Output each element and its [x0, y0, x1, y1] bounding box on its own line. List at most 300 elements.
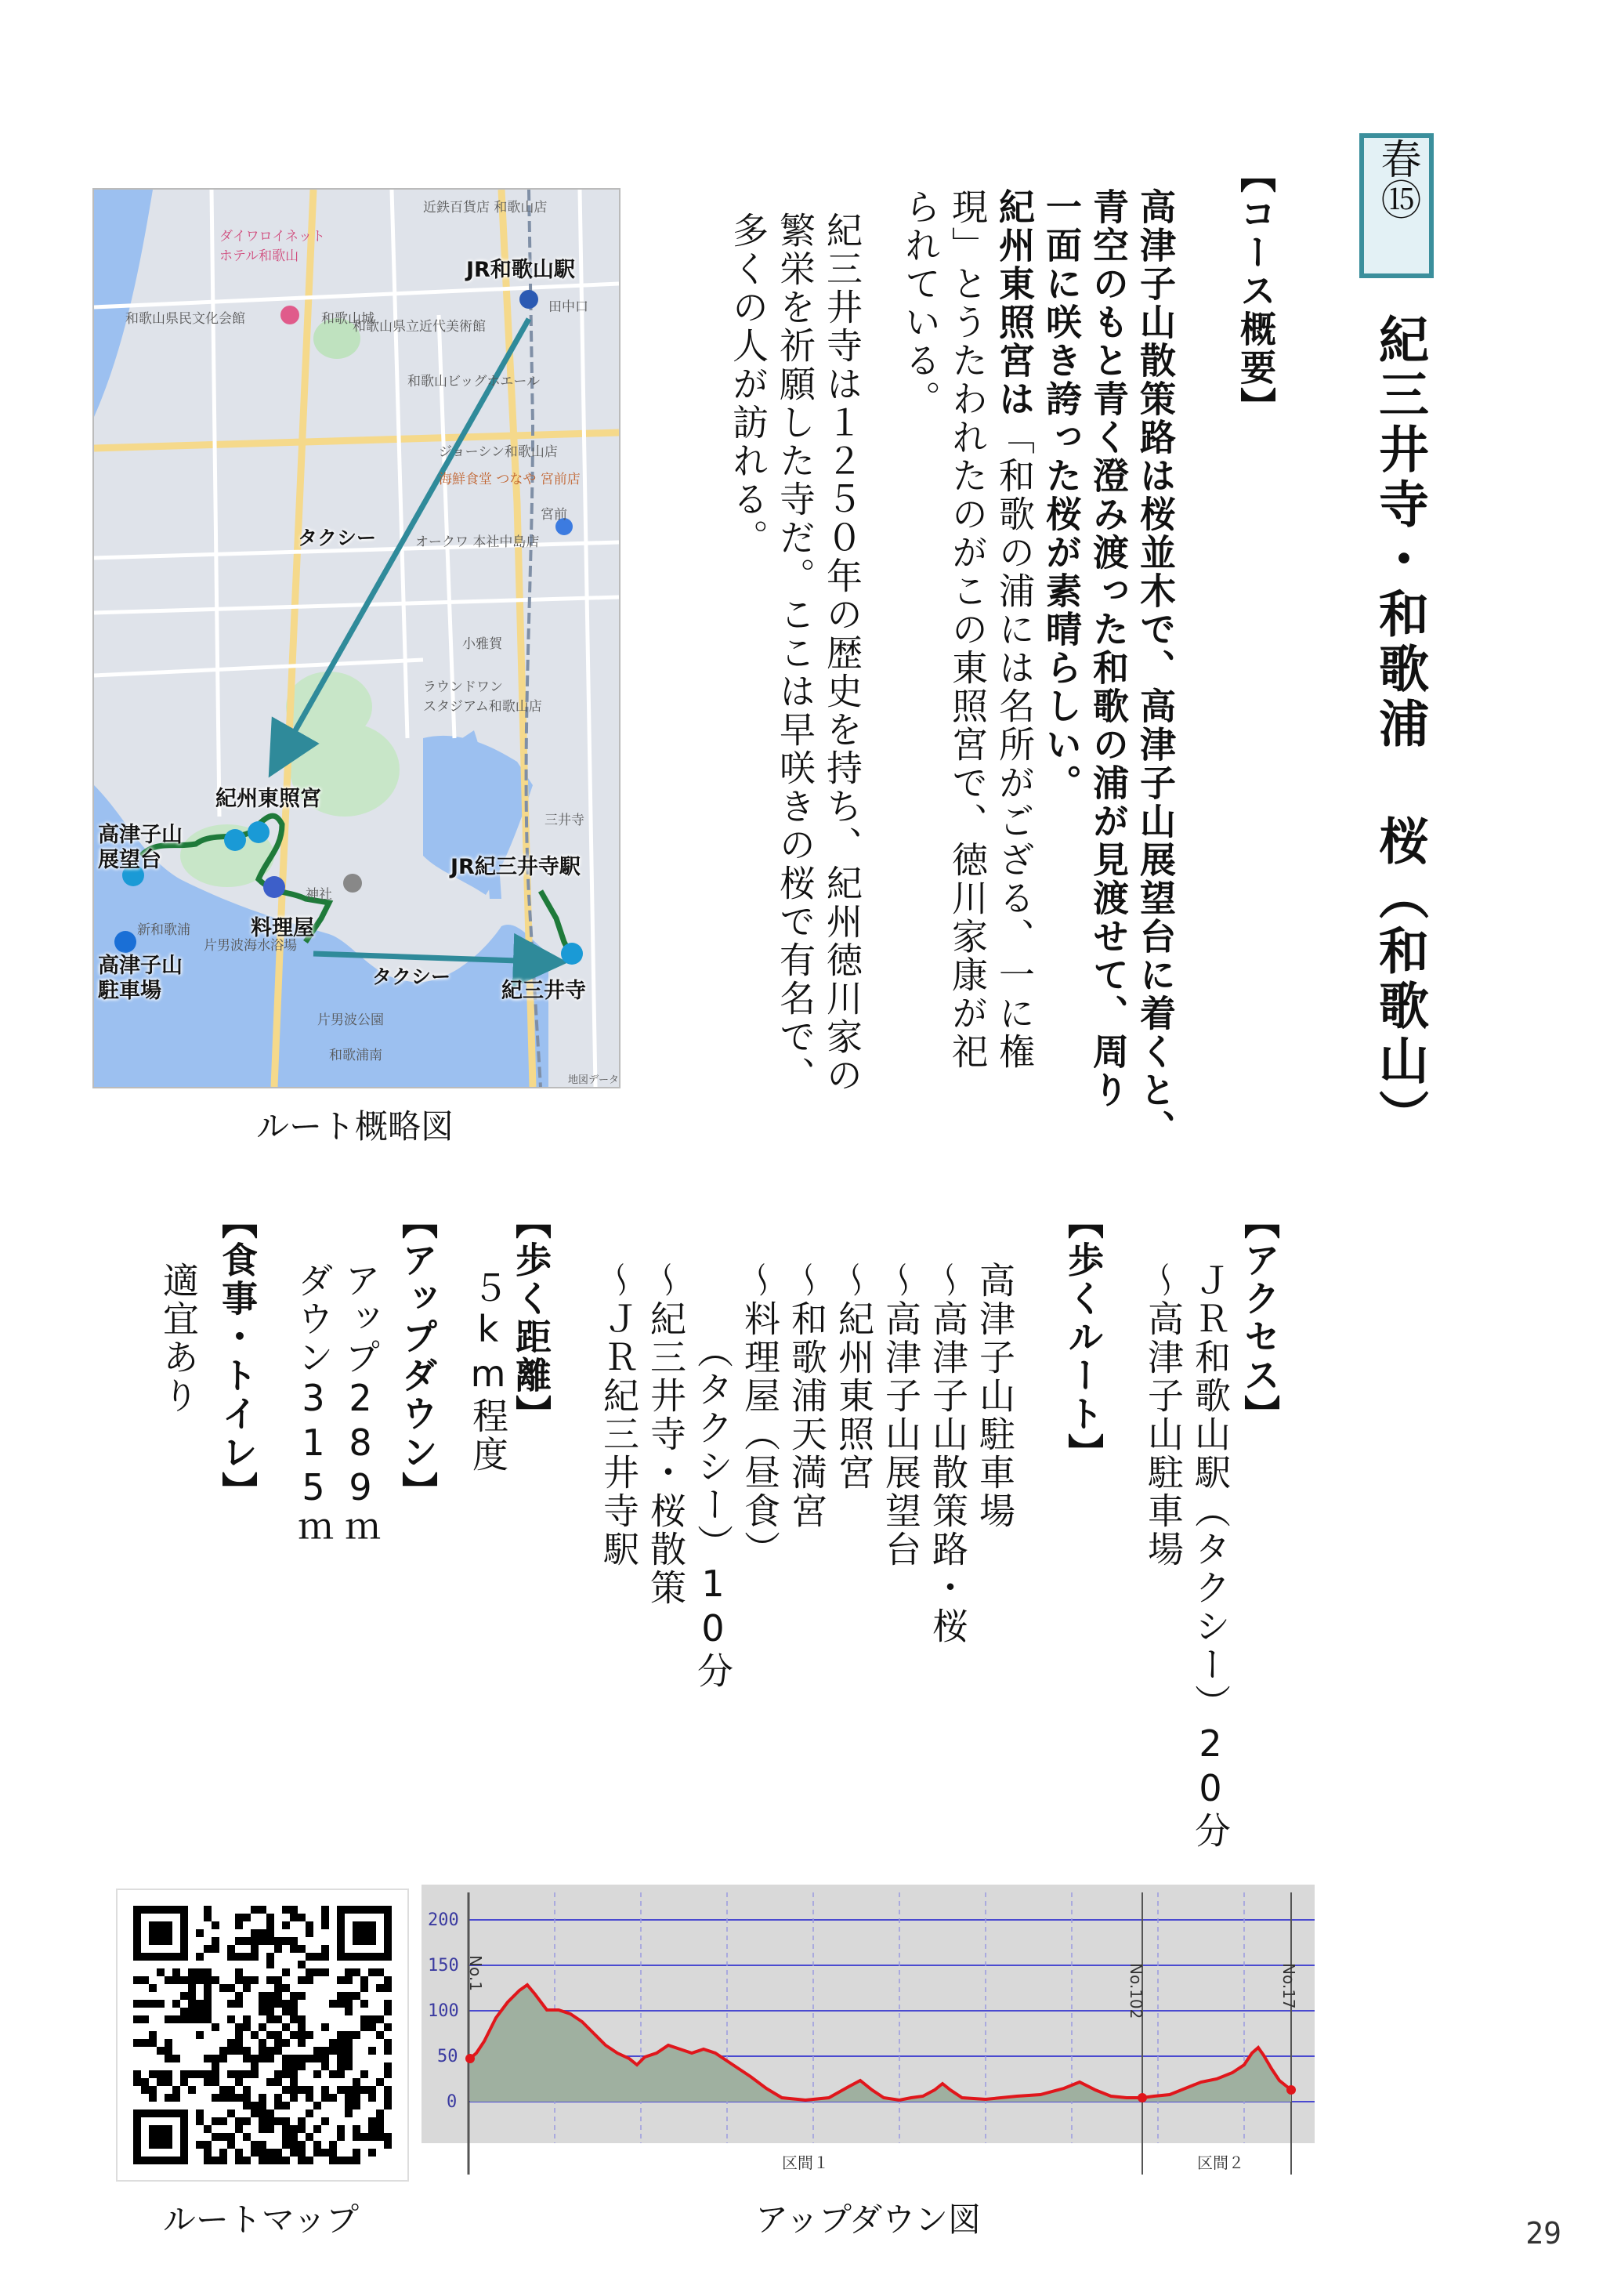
- map-hotel-marker: [280, 306, 299, 324]
- y-tick-label: 100: [428, 2001, 459, 2021]
- qr-module: [235, 2125, 243, 2133]
- overview-line: 紀三井寺は１２５０年の歴史を持ち、紀州徳川家の: [821, 212, 863, 1095]
- qr-module: [306, 2086, 313, 2094]
- qr-module: [376, 2133, 384, 2141]
- qr-module: [235, 1921, 243, 1929]
- qr-module: [133, 2000, 141, 2008]
- qr-module: [282, 1921, 290, 1929]
- qr-module: [180, 2008, 188, 2015]
- map-credit: 地図データ: [568, 1074, 620, 1086]
- qr-module: [149, 2086, 157, 2094]
- qr-module: [188, 2008, 196, 2015]
- qr-module: [368, 2117, 376, 2125]
- qr-module: [235, 2078, 243, 2086]
- route-line: ～高津子山散策路・桜: [927, 1262, 969, 1646]
- qr-module: [353, 2125, 360, 2133]
- qr-module: [196, 2070, 204, 2078]
- qr-module: [274, 1945, 282, 1953]
- qr-module: [306, 1953, 313, 1961]
- qr-module: [204, 1906, 212, 1914]
- qr-module: [243, 1953, 251, 1961]
- updown-up: アップ289ｍ: [339, 1262, 382, 1549]
- qr-module: [290, 2008, 298, 2015]
- qr-module: [384, 2062, 392, 2070]
- qr-module: [251, 1976, 259, 1984]
- qr-module: [290, 2062, 298, 2070]
- qr-module: [306, 1976, 313, 1984]
- qr-module: [266, 2109, 274, 2117]
- qr-module: [298, 2015, 306, 2023]
- qr-module: [165, 2094, 172, 2102]
- qr-module: [345, 2157, 353, 2164]
- route-line: ～紀州東照宮: [833, 1262, 875, 1492]
- qr-module: [290, 1937, 298, 1945]
- qr-module: [133, 1976, 141, 1984]
- qr-module: [180, 2078, 188, 2086]
- qr-module: [243, 2117, 251, 2125]
- qr-module: [290, 2078, 298, 2086]
- qr-module: [196, 2141, 204, 2149]
- qr-module: [345, 2031, 353, 2039]
- y-tick-label: 50: [437, 2047, 458, 2066]
- qr-module: [360, 1984, 368, 1992]
- qr-module: [243, 2055, 251, 2062]
- qr-module: [290, 2000, 298, 2008]
- qr-module: [306, 1929, 313, 1937]
- qr-module: [384, 2000, 392, 2008]
- qr-module: [368, 2015, 376, 2023]
- qr-module: [376, 2031, 384, 2039]
- qr-module: [353, 2149, 360, 2157]
- map-label-taxi-2: タクシー: [372, 965, 451, 988]
- qr-module: [196, 2117, 204, 2125]
- qr-module: [259, 2094, 266, 2102]
- route-line: ～和歌浦天満宮: [786, 1262, 828, 1530]
- qr-module: [212, 1921, 219, 1929]
- qr-module: [376, 2117, 384, 2125]
- qr-module: [188, 2086, 196, 2094]
- page-number: 29: [1525, 2216, 1561, 2251]
- qr-module: [180, 2015, 188, 2023]
- qr-module: [251, 2031, 259, 2039]
- qr-module: [180, 2070, 188, 2078]
- qr-module: [212, 2094, 219, 2102]
- qr-module: [337, 2000, 345, 2008]
- map-shrine-grey-marker: [343, 874, 362, 893]
- qr-module: [384, 2141, 392, 2149]
- qr-module: [259, 2117, 266, 2125]
- qr-module: [321, 2047, 329, 2055]
- qr-module: [251, 1929, 259, 1937]
- qr-module: [251, 2109, 259, 2117]
- qr-module: [219, 2086, 227, 2094]
- qr-module: [329, 2157, 337, 2164]
- qr-module: [165, 2039, 172, 2047]
- map-shrine-marker: [248, 821, 270, 843]
- qr-module: [227, 1945, 235, 1953]
- overview-paragraph-1: [1038, 188, 1179, 1148]
- map-label-jr-wakayama: JR和歌山駅: [466, 258, 575, 282]
- qr-module: [313, 2047, 321, 2055]
- access-heading: 【アクセス】: [1239, 1203, 1281, 1433]
- qr-module: [196, 1976, 204, 1984]
- qr-module: [204, 1914, 212, 1921]
- qr-module: [259, 2149, 266, 2157]
- meal-value: 適宜あり: [157, 1262, 200, 1415]
- qr-module: [165, 2070, 172, 2078]
- qr-module: [274, 1937, 282, 1945]
- map-park-area: [286, 672, 372, 742]
- qr-module: [196, 1953, 204, 1961]
- qr-module: [282, 2055, 290, 2062]
- qr-module: [212, 2023, 219, 2031]
- walk-route-heading: 【歩くルート】: [1062, 1203, 1105, 1472]
- qr-module: [266, 1953, 274, 1961]
- qr-module: [133, 2070, 141, 2078]
- qr-module: [282, 1937, 290, 1945]
- qr-module: [282, 2008, 290, 2015]
- qr-module: [196, 1929, 204, 1937]
- qr-module: [298, 2039, 306, 2047]
- qr-module: [298, 2086, 306, 2094]
- qr-module: [274, 1976, 282, 1984]
- qr-module: [259, 2125, 266, 2133]
- qr-module: [282, 1984, 290, 1992]
- qr-module: [274, 1984, 282, 1992]
- qr-module: [212, 2055, 219, 2062]
- qr-module: [180, 1976, 188, 1984]
- qr-module: [353, 1921, 376, 1945]
- route-line: ～ＪＲ紀三井寺駅: [598, 1262, 640, 1569]
- qr-module: [345, 2008, 353, 2015]
- qr-module: [219, 2055, 227, 2062]
- qr-module: [384, 2133, 392, 2141]
- qr-module: [321, 2023, 329, 2031]
- map-label-kimiidera: 紀三井寺: [501, 979, 586, 1003]
- qr-module: [227, 2094, 235, 2102]
- qr-module: [235, 2070, 243, 2078]
- map-restaurant-marker: [263, 876, 285, 898]
- qr-module: [165, 2047, 172, 2055]
- route-line: （タクシー）10分: [692, 1332, 734, 1690]
- qr-module: [227, 1984, 235, 1992]
- qr-module: [235, 2000, 243, 2008]
- qr-module: [212, 2062, 219, 2070]
- qr-module: [306, 1968, 313, 1976]
- qr-module: [149, 1921, 172, 1945]
- qr-module: [313, 1953, 321, 1961]
- qr-module: [321, 2062, 329, 2070]
- qr-module: [353, 2078, 360, 2086]
- qr-module: [345, 2102, 353, 2109]
- qr-module: [212, 1937, 219, 1945]
- qr-module: [204, 2149, 212, 2157]
- qr-module: [251, 2141, 259, 2149]
- profile-marker-label: No.17: [1279, 1963, 1298, 2009]
- access-line: ～高津子山駐車場: [1142, 1262, 1185, 1569]
- qr-module: [384, 2102, 392, 2109]
- qr-module: [337, 2070, 345, 2078]
- qr-module: [345, 2039, 353, 2047]
- qr-module: [235, 2023, 243, 2031]
- qr-pattern: [118, 1890, 407, 2180]
- qr-module: [172, 2055, 180, 2062]
- qr-module: [157, 2078, 165, 2086]
- qr-caption: ルートマップ: [162, 2200, 360, 2239]
- y-tick-label: 200: [428, 1910, 459, 1930]
- qr-module: [376, 2125, 384, 2133]
- qr-module: [298, 2117, 306, 2125]
- qr-module: [243, 2015, 251, 2023]
- qr-module: [266, 2125, 274, 2133]
- qr-module: [266, 2055, 274, 2062]
- map-label-jr-kimiidera: JR紀三井寺駅: [450, 855, 581, 879]
- profile-section-bar: [421, 2143, 1315, 2175]
- qr-module: [149, 2094, 157, 2102]
- qr-module: [306, 2109, 313, 2117]
- qr-module: [188, 1968, 196, 1976]
- season-badge: [1359, 133, 1434, 278]
- qr-module: [313, 2070, 321, 2078]
- map-small-kintetsu: 近鉄百貨店 和歌山店: [423, 200, 548, 215]
- qr-module: [290, 2031, 298, 2039]
- qr-module: [290, 2141, 298, 2149]
- qr-module: [243, 1914, 251, 1921]
- qr-module: [368, 2086, 376, 2094]
- qr-module: [196, 2015, 204, 2023]
- qr-module: [290, 2086, 298, 2094]
- qr-module: [282, 2086, 290, 2094]
- qr-module: [376, 1968, 384, 1976]
- qr-module: [353, 2031, 360, 2039]
- map-small-tsunaya: 海鮮食堂 つなや 宮前店: [439, 472, 581, 487]
- page-title: 紀三井寺・和歌浦 桜（和歌山）: [1370, 313, 1428, 1144]
- qr-module: [298, 2125, 306, 2133]
- qr-module: [227, 2000, 235, 2008]
- qr-module: [298, 1976, 306, 1984]
- qr-module: [219, 2047, 227, 2055]
- qr-module: [329, 2047, 337, 2055]
- qr-module: [204, 1984, 212, 1992]
- qr-module: [384, 2023, 392, 2031]
- qr-module: [274, 2102, 282, 2109]
- qr-module: [353, 2102, 360, 2109]
- profile-marker-dot: [1138, 2093, 1147, 2102]
- qr-module: [157, 2070, 165, 2078]
- profile-marker-label: No.1: [466, 1955, 485, 1991]
- qr-module: [212, 2133, 219, 2141]
- qr-module: [313, 1968, 321, 1976]
- map-temple-marker: [561, 943, 583, 965]
- qr-module: [251, 2055, 259, 2062]
- qr-module: [212, 2078, 219, 2086]
- qr-module: [259, 2109, 266, 2117]
- qr-module: [298, 2149, 306, 2157]
- overview-line: 高津子山散策路は桜並木で、高津子山展望台に着くと、: [1134, 188, 1177, 1148]
- qr-module: [259, 1992, 266, 2000]
- qr-module: [282, 2125, 290, 2133]
- updown-values: [290, 1262, 384, 1549]
- qr-module: [337, 2031, 345, 2039]
- qr-module: [313, 2125, 321, 2133]
- qr-module: [353, 2157, 360, 2164]
- map-small-kataonami-beach: 片男波海水浴場: [204, 938, 297, 954]
- map-small-castle: 和歌山城: [321, 311, 374, 327]
- qr-module: [384, 1976, 392, 1984]
- qr-module: [368, 2094, 376, 2102]
- qr-code: [116, 1889, 409, 2182]
- updown-heading: 【アップダウン】: [396, 1203, 439, 1510]
- qr-module: [298, 1961, 306, 1968]
- qr-module: [360, 2086, 368, 2094]
- elevation-profile: [421, 1885, 1315, 2175]
- qr-module: [337, 2047, 345, 2055]
- qr-module: [368, 2125, 376, 2133]
- qr-module: [353, 1992, 360, 2000]
- qr-module: [345, 2109, 353, 2117]
- overview-line: 多くの人が訪れる。: [727, 212, 769, 557]
- qr-module: [141, 2039, 149, 2047]
- qr-module: [329, 2149, 337, 2157]
- qr-module: [165, 2055, 172, 2062]
- map-station-marker: [519, 290, 538, 309]
- distance-value: ５km程度: [467, 1269, 509, 1474]
- qr-module: [290, 2015, 298, 2023]
- qr-module: [345, 2062, 353, 2070]
- qr-module: [306, 2094, 313, 2102]
- qr-module: [259, 2102, 266, 2109]
- qr-module: [353, 1968, 360, 1976]
- qr-module: [298, 1992, 306, 2000]
- qr-module: [274, 1992, 282, 2000]
- qr-module: [243, 2133, 251, 2141]
- qr-module: [141, 2078, 149, 2086]
- map-caption: ルート概略図: [255, 1107, 454, 1146]
- qr-module: [251, 2102, 259, 2109]
- qr-module: [274, 2149, 282, 2157]
- qr-module: [266, 1992, 274, 2000]
- qr-module: [243, 2070, 251, 2078]
- overview-paragraph-2: [897, 188, 1038, 1071]
- qr-module: [188, 2015, 196, 2023]
- qr-module: [180, 1992, 188, 2000]
- qr-module: [337, 2133, 345, 2141]
- qr-module: [274, 2039, 282, 2047]
- qr-module: [360, 1976, 368, 1984]
- qr-module: [290, 1906, 298, 1914]
- qr-module: [313, 2141, 321, 2149]
- qr-module: [235, 1937, 243, 1945]
- map-small-joshin: ジョーシン和歌山店: [439, 444, 558, 460]
- qr-module: [360, 2015, 368, 2023]
- qr-module: [329, 2141, 337, 2149]
- qr-module: [259, 2055, 266, 2062]
- qr-module: [149, 2070, 157, 2078]
- qr-module: [282, 2157, 290, 2164]
- qr-module: [290, 2070, 298, 2078]
- qr-module: [188, 1992, 196, 2000]
- qr-module: [321, 2117, 329, 2125]
- y-tick-label: 0: [447, 2092, 458, 2112]
- map-small-shin-wakaura: 新和歌浦: [137, 922, 190, 938]
- meal-heading: 【食事・トイレ】: [216, 1203, 259, 1510]
- qr-module: [337, 1976, 345, 1984]
- qr-module: [282, 2102, 290, 2109]
- qr-module: [235, 1914, 243, 1921]
- qr-module: [282, 2070, 290, 2078]
- qr-module: [345, 1992, 353, 2000]
- route-line: 高津子山駐車場: [974, 1262, 1016, 1530]
- qr-module: [298, 2062, 306, 2070]
- qr-module: [384, 1984, 392, 1992]
- qr-module: [212, 1945, 219, 1953]
- qr-module: [321, 1921, 329, 1929]
- profile-section-label: 区間２: [1197, 2153, 1244, 2172]
- overview-line: られている。: [899, 188, 942, 418]
- qr-module: [188, 1976, 196, 1984]
- qr-module: [219, 1984, 227, 1992]
- qr-module: [368, 2133, 376, 2141]
- qr-module: [251, 1953, 259, 1961]
- qr-module: [306, 1921, 313, 1929]
- qr-module: [235, 2039, 243, 2047]
- route-line: ～料理屋（昼食）: [739, 1262, 781, 1569]
- qr-module: [321, 1968, 329, 1976]
- qr-module: [243, 1984, 251, 1992]
- qr-module: [290, 2055, 298, 2062]
- qr-module: [274, 2070, 282, 2078]
- season-label: 春: [1373, 138, 1420, 179]
- qr-module: [157, 2000, 165, 2008]
- qr-module: [188, 2070, 196, 2078]
- qr-module: [219, 2157, 227, 2164]
- map-label-parking: 高津子山 駐車場: [98, 954, 183, 1003]
- qr-module: [196, 2008, 204, 2015]
- qr-module: [298, 1945, 306, 1953]
- qr-module: [251, 1906, 259, 1914]
- qr-module: [266, 1914, 274, 1921]
- qr-module: [196, 2109, 204, 2117]
- map-small-museum: 和歌山県立近代美術館: [353, 319, 486, 335]
- qr-module: [212, 2157, 219, 2164]
- qr-module: [384, 2086, 392, 2094]
- qr-module: [227, 2086, 235, 2094]
- qr-module: [376, 2109, 384, 2117]
- map-label-taxi-1: タクシー: [298, 527, 377, 549]
- qr-module: [204, 1992, 212, 2000]
- qr-module: [235, 2047, 243, 2055]
- qr-module: [274, 2015, 282, 2023]
- qr-module: [298, 2023, 306, 2031]
- qr-module: [376, 1984, 384, 1992]
- qr-module: [204, 2070, 212, 2078]
- qr-module: [243, 2086, 251, 2094]
- route-line: ～紀三井寺・桜散策: [645, 1262, 687, 1607]
- map-small-round1: ラウンドワン スタジアム和歌山店: [423, 679, 542, 715]
- qr-module: [345, 1976, 353, 1984]
- qr-module: [227, 2109, 235, 2117]
- qr-module: [259, 1906, 266, 1914]
- qr-module: [274, 2117, 282, 2125]
- qr-module: [266, 2157, 274, 2164]
- qr-module: [204, 2125, 212, 2133]
- qr-module: [251, 2070, 259, 2078]
- qr-module: [274, 2031, 282, 2039]
- qr-module: [227, 2015, 235, 2023]
- map-small-culture: 和歌山県民文化会館: [125, 311, 245, 327]
- qr-module: [384, 2070, 392, 2078]
- qr-module: [337, 2039, 345, 2047]
